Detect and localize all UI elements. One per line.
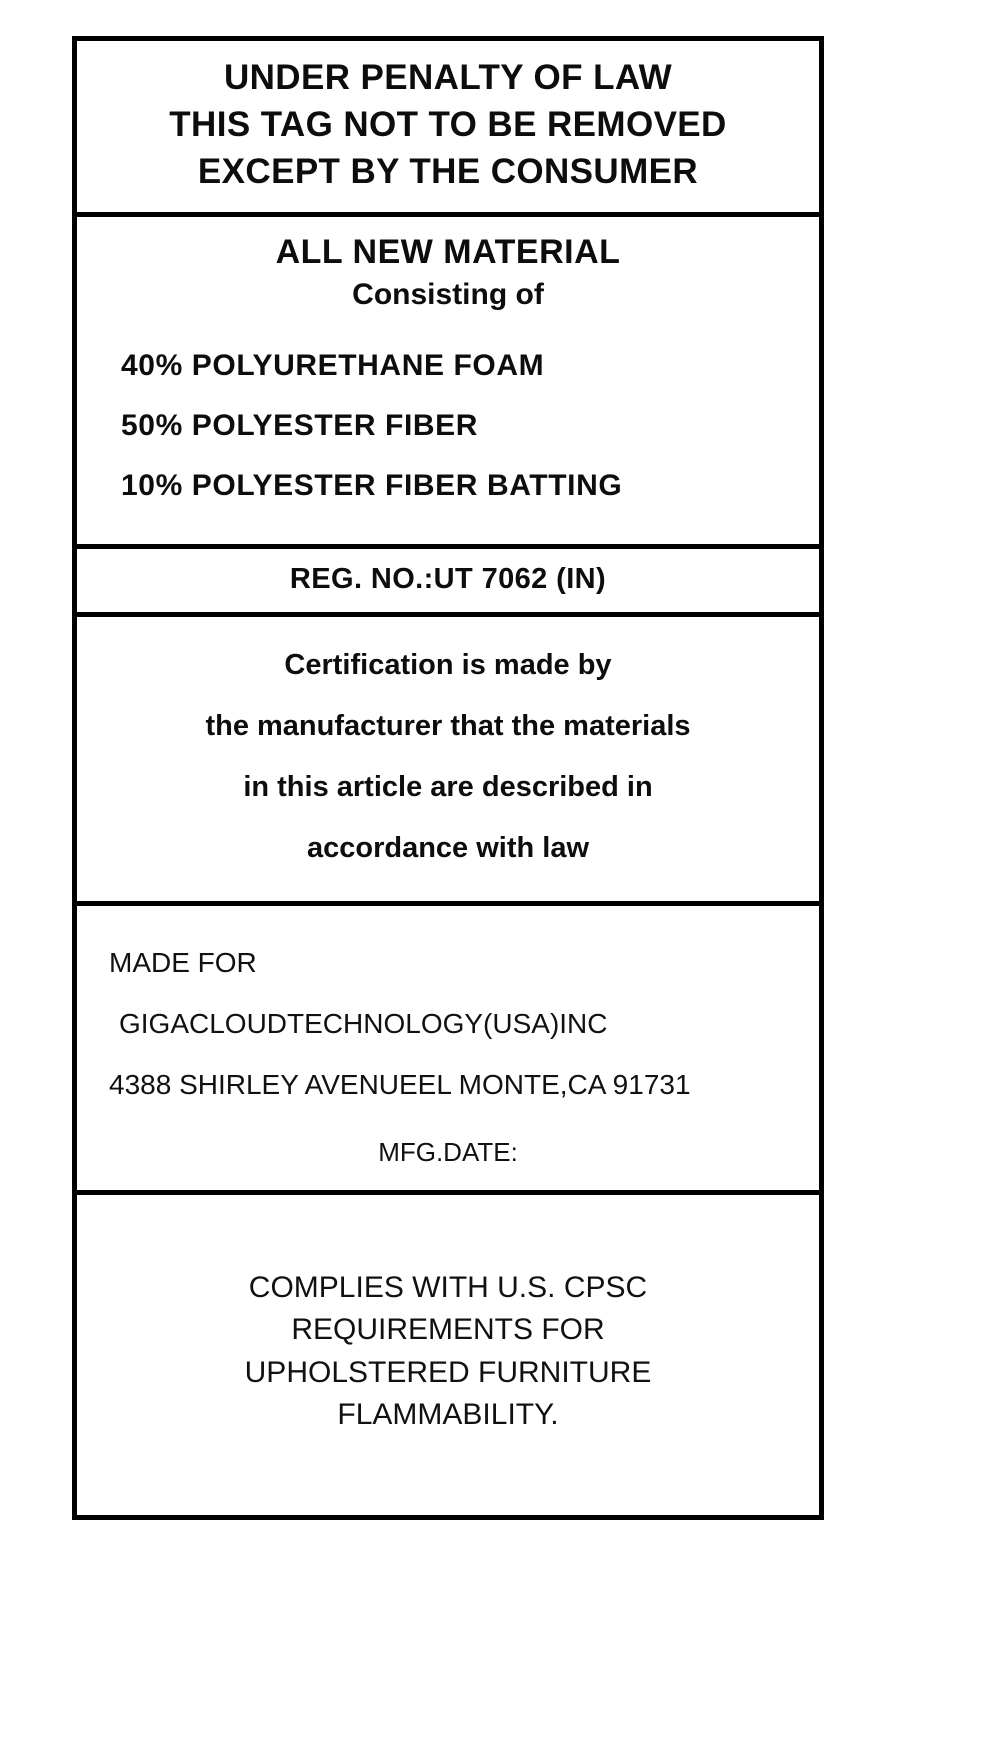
- registration-section: [77, 549, 819, 617]
- made-for-address: 4388 SHIRLEY AVENUEEL MONTE,CA 91731: [109, 1068, 691, 1100]
- mfg-date-label: MFG.DATE:: [378, 1136, 518, 1167]
- certification-line-2: the manufacturer that the materials: [205, 710, 691, 743]
- certification-line-4: accordance with law: [306, 831, 590, 864]
- made-for-section: [77, 906, 819, 1195]
- certification-line-3: in this article are described in: [243, 770, 653, 803]
- material-item: 40% POLYURETHANE FOAM: [121, 349, 545, 383]
- compliance-line-4: FLAMMABILITY.: [337, 1398, 559, 1432]
- penalty-header-line-3: EXCEPT BY THE CONSUMER: [197, 151, 699, 191]
- made-for-label: MADE FOR: [109, 946, 257, 978]
- material-item: 10% POLYESTER FIBER BATTING: [121, 469, 623, 503]
- certification-line-1: Certification is made by: [284, 649, 612, 682]
- all-new-material-title: ALL NEW MATERIAL: [275, 232, 621, 271]
- materials-section: [77, 217, 819, 550]
- compliance-line-1: COMPLIES WITH U.S. CPSC: [248, 1270, 648, 1304]
- compliance-line-2: REQUIREMENTS FOR: [291, 1313, 605, 1347]
- made-for-company: GIGACLOUDTECHNOLOGY(USA)INC: [119, 1007, 608, 1039]
- registration-number: REG. NO.:UT 7062 (IN): [289, 563, 607, 596]
- law-tag: [72, 36, 824, 1520]
- consisting-of-subtitle: Consisting of: [352, 278, 544, 312]
- penalty-header-section: [77, 41, 819, 217]
- penalty-header-line-2: THIS TAG NOT TO BE REMOVED: [169, 104, 727, 144]
- compliance-line-3: UPHOLSTERED FURNITURE: [244, 1355, 652, 1389]
- material-item: 50% POLYESTER FIBER: [121, 409, 479, 443]
- compliance-section: [77, 1195, 819, 1515]
- certification-section: [77, 617, 819, 906]
- penalty-header-line-1: UNDER PENALTY OF LAW: [223, 58, 673, 97]
